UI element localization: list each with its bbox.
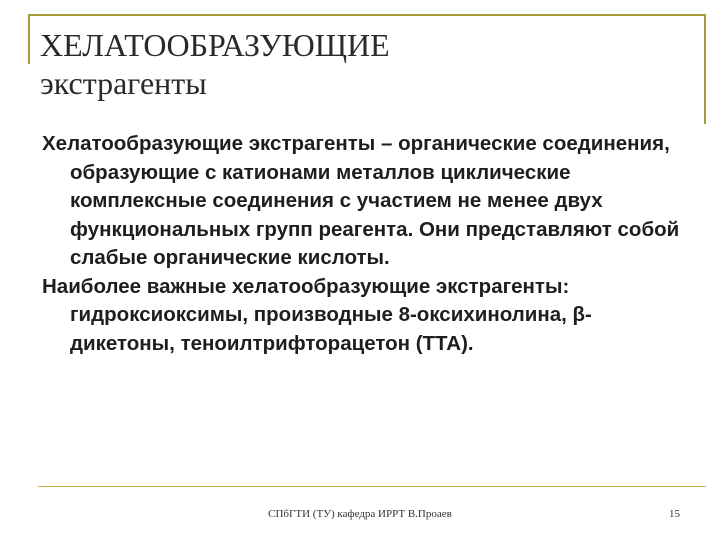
page-number: 15 (669, 508, 680, 520)
footer-text: СПбГТИ (ТУ) кафедра ИРРТ В.Проаев (268, 508, 452, 520)
slide-title-line-2: экстрагенты (40, 65, 207, 101)
body-paragraph-examples: Наиболее важные хелатообразующие экстрагенты: гидроксиоксимы, производные 8-оксихинолина, β-дикетоны, теноилтрифторацетон (ТТА). (42, 274, 592, 355)
slide-body (42, 130, 682, 358)
body-paragraph-definition: Хелатообразующие экстрагенты – органические соединения, образующие с катионами металлов циклические комплексные соединения с участием не менее двух функциональных групп реагента. Они представляют собой слабые органические кислоты. (42, 132, 680, 269)
footer-divider (38, 486, 706, 487)
slide-title-line-1: ХЕЛАТООБРАЗУЮЩИЕ (40, 27, 390, 63)
slide-title (40, 26, 390, 102)
title-accent-bar (28, 14, 30, 64)
